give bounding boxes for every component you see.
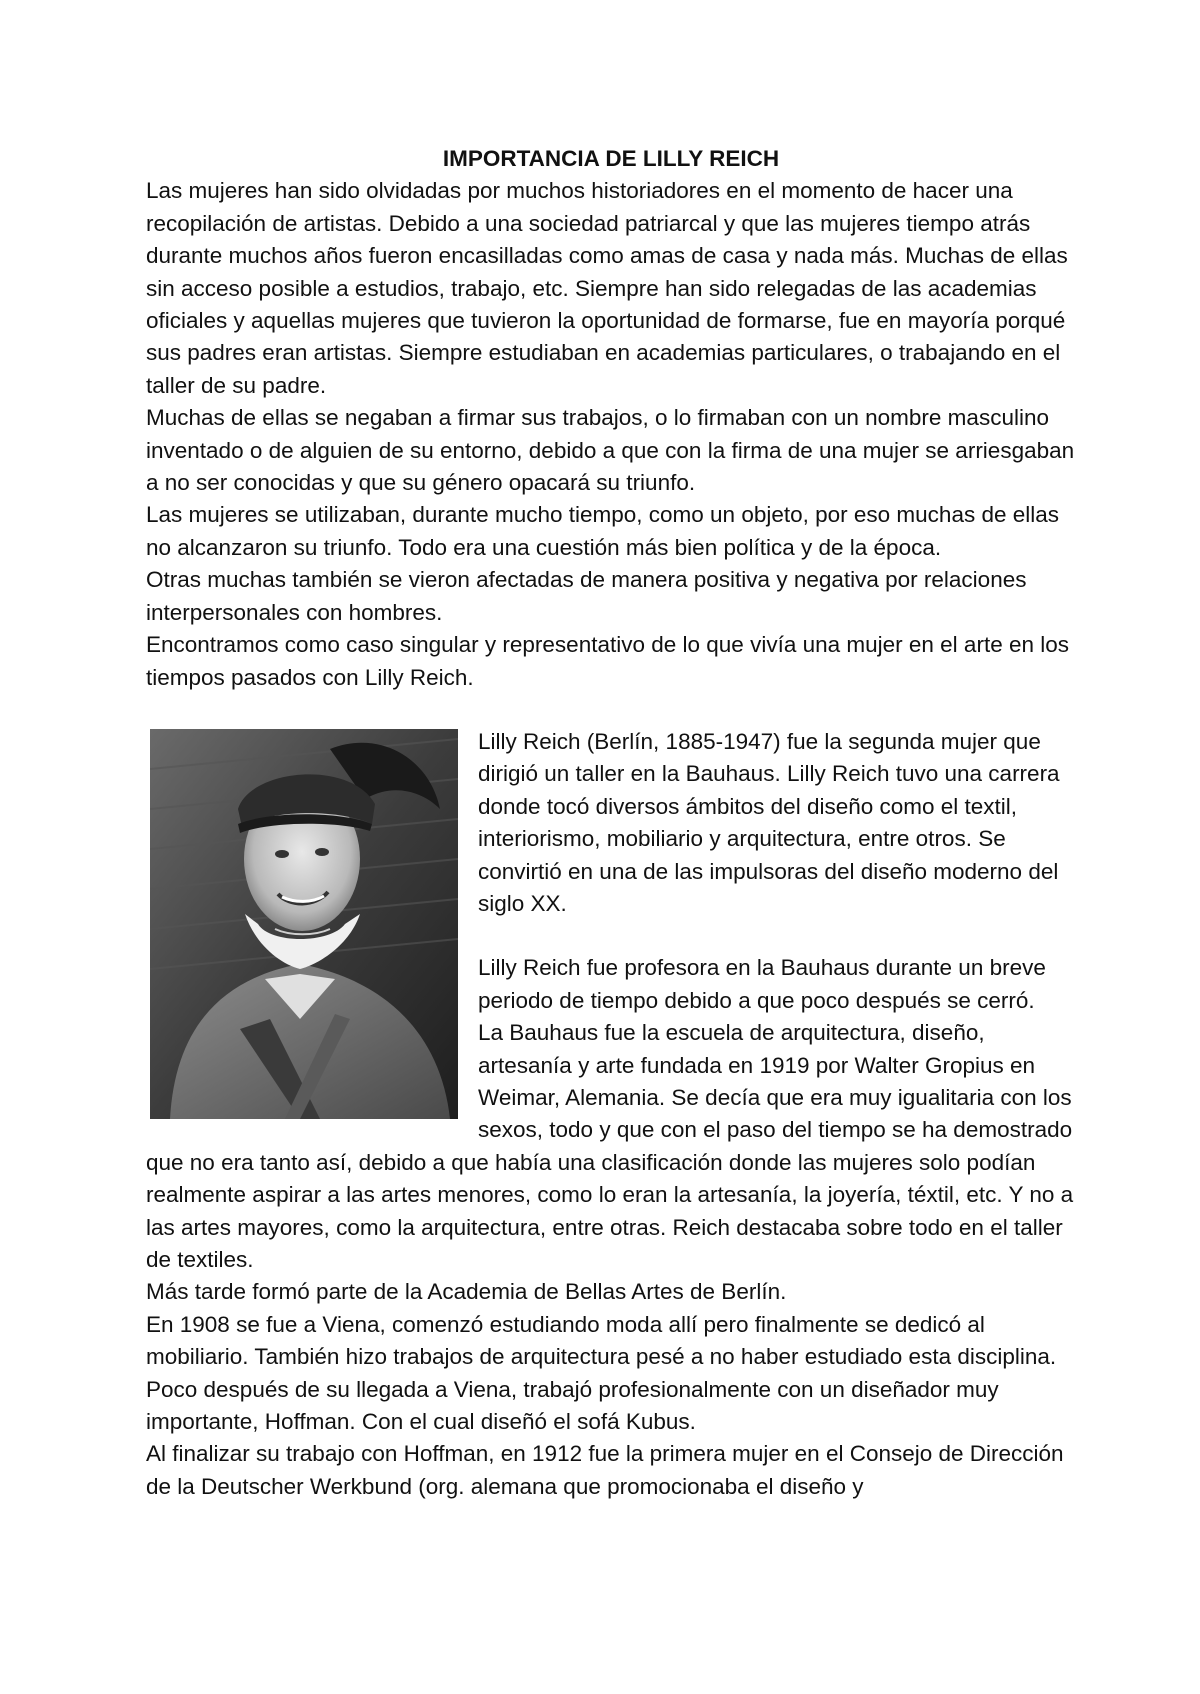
section-spacer [146, 694, 1076, 726]
intro-paragraph-3: Las mujeres se utilizaban, durante mucho tiempo, como un objeto, por eso muchas de ellas no alcanzaron su triunfo. Todo era una cuestión más bien política y de la época. [146, 502, 1060, 560]
bio-paragraph-3: La Bauhaus fue la escuela de arquitectura, diseño, artesanía y arte fundada en 1919 por Walter Gropius en Weimar, Alemania. Se decía que era muy igualitaria con los sexos, todo y que con el paso del tiempo se ha demostrado que no era tanto así, debido a que había una clasificación donde las mujeres solo podían realmente aspirar a las artes menores, como lo eran la artesanía, la joyería, téxtil, etc. Y no a las artes mayores, como la arquitectura, entre otras. Reich destacaba sobre todo en el taller de textiles. [146, 1020, 1074, 1272]
intro-paragraph-1: Las mujeres han sido olvidadas por muchos historiadores en el momento de hacer una recopilación de artistas. Debido a una sociedad patriarcal y que las mujeres tiempo atrás durante muchos años fueron encasilladas como amas de casa y nada más. Muchas de ellas sin acceso posible a estudios, trabajo, etc. Siempre han sido relegadas de las academias oficiales y aquellas mujeres que tuvieron la oportunidad de formarse, fue en mayoría porqué sus padres eran artistas. Siempre estudiaban en academias particulares, o trabajando en el taller de su padre. [146, 178, 1068, 398]
bio-paragraph-1: Lilly Reich (Berlín, 1885-1947) fue la segunda mujer que dirigió un taller en la Bauhaus. Lilly Reich tuvo una carrera donde tocó diversos ámbitos del diseño como el textil, interiorismo, mobiliario y arquitectura, entre otros. Se convirtió en una de las impulsoras del diseño moderno del siglo XX. [478, 728, 1060, 916]
lilly-reich-portrait-photo [150, 729, 458, 1119]
bio-paragraph-6: Al finalizar su trabajo con Hoffman, en 1912 fue la primera mujer en el Consejo de Dirección de la Deutscher Werkbund (org. alemana que promocionaba el diseño y [146, 1441, 1064, 1499]
bio-paragraph-2: Lilly Reich fue profesora en la Bauhaus durante un breve periodo de tiempo debido a que poco después se cerró. [478, 955, 1046, 1013]
document-title: IMPORTANCIA DE LILLY REICH [442, 146, 780, 171]
intro-paragraph-4: Otras muchas también se vieron afectadas de manera positiva y negativa por relaciones interpersonales con hombres. [146, 567, 1027, 625]
bio-paragraph-4: Más tarde formó parte de la Academia de Bellas Artes de Berlín. [146, 1279, 787, 1305]
intro-paragraph-2: Muchas de ellas se negaban a firmar sus trabajos, o lo firmaban con un nombre masculino inventado o de alguien de su entorno, debido a que con la firma de una mujer se arriesgaban a no ser conocidas y que su género opacará su triunfo. [146, 405, 1075, 496]
document-page [146, 143, 1076, 1503]
bio-paragraph-5: En 1908 se fue a Viena, comenzó estudiando moda allí pero finalmente se dedicó al mobiliario. También hizo trabajos de arquitectura pesé a no haber estudiado esta disciplina. Poco después de su llegada a Viena, trabajó profesionalmente con un diseñador muy importante, Hoffman. Con el cual diseñó el sofá Kubus. [146, 1311, 1057, 1435]
intro-paragraph-5: Encontramos como caso singular y representativo de lo que vivía una mujer en el arte en los tiempos pasados con Lilly Reich. [146, 632, 1069, 690]
